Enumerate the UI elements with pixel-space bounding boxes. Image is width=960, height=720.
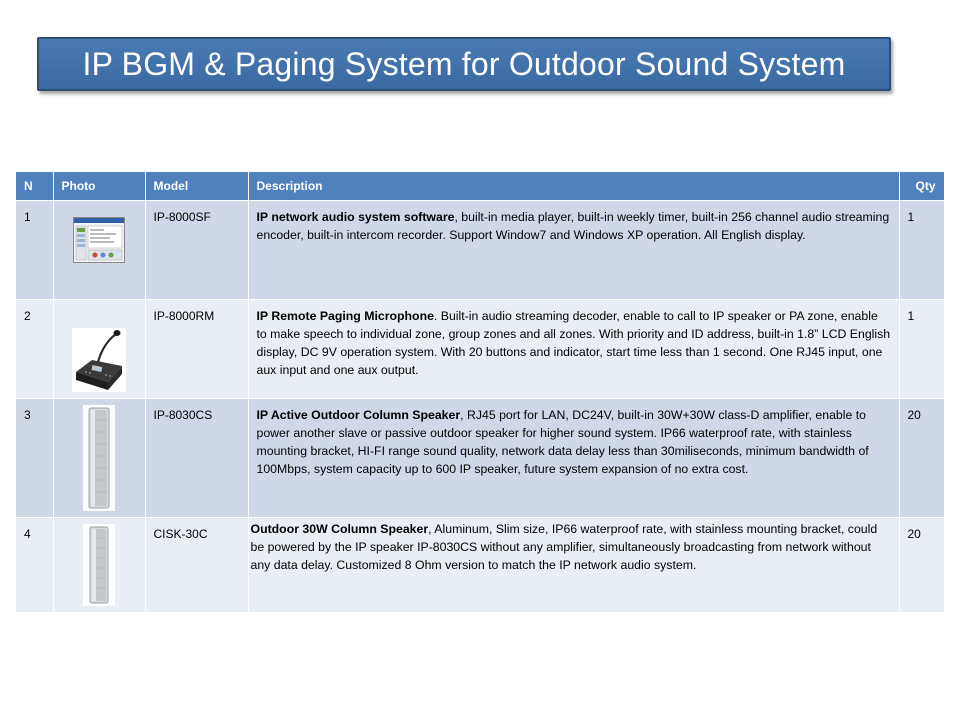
row-number: 2 bbox=[16, 300, 53, 399]
qty-cell: 1 bbox=[899, 300, 944, 399]
description-text: , RJ45 port for LAN, DC24V, built-in 30W+30W class-D amplifier, enable to power another slave or passive outdoor speaker for higher sound system. IP66 waterproof rate, with stainless mounting bracket, HI-FI range sound quality, network data delay less than 30miliseconds, minimum bandwidth of 100Mbps, system capacity up to 600 IP speaker, future system expansion of no extra cost. bbox=[256, 408, 869, 476]
header-model: Model bbox=[145, 172, 248, 201]
description-text: , Aluminum, Slim size, IP66 waterproof rate, with stainless mounting bracket, could be powered by the IP speaker IP-8030CS without any amplifier, simultaneously broadcasting from network without any data delay. Customized 8 Ohm version to match the IP network audio system. bbox=[250, 522, 878, 572]
table-row bbox=[16, 201, 944, 300]
row-number: 4 bbox=[16, 518, 53, 613]
product-table bbox=[16, 172, 945, 613]
description-bold: IP Remote Paging Microphone bbox=[256, 309, 434, 323]
photo-cell bbox=[53, 518, 145, 613]
photo-cell bbox=[53, 399, 145, 518]
header-qty: Qty bbox=[899, 172, 944, 201]
header-description: Description bbox=[248, 172, 899, 201]
description-bold: Outdoor 30W Column Speaker bbox=[250, 522, 429, 536]
photo-cell bbox=[53, 201, 145, 300]
model-cell: IP-8000SF bbox=[145, 201, 248, 300]
model-cell: IP-8000RM bbox=[145, 300, 248, 399]
qty-cell: 20 bbox=[899, 399, 944, 518]
qty-cell: 1 bbox=[899, 201, 944, 300]
row-number: 3 bbox=[16, 399, 53, 518]
column-speaker-icon bbox=[83, 405, 115, 511]
qty-cell: 20 bbox=[899, 518, 944, 613]
title-banner bbox=[37, 37, 891, 91]
table-row bbox=[16, 399, 944, 518]
description-bold: IP Active Outdoor Column Speaker bbox=[256, 408, 461, 422]
header-photo: Photo bbox=[53, 172, 145, 201]
description-text: , built-in media player, built-in weekly timer, built-in 256 channel audio streaming encoder, built-in intercom recorder. Support Window7 and Windows XP operation. All English display. bbox=[256, 210, 890, 242]
page-title: IP BGM & Paging System for Outdoor Sound System bbox=[82, 45, 846, 82]
table-header-row bbox=[16, 172, 944, 201]
photo-cell bbox=[53, 300, 145, 399]
software-screenshot-icon bbox=[73, 217, 125, 263]
column-speaker-icon bbox=[83, 524, 115, 606]
header-n: N bbox=[16, 172, 53, 201]
description-text: . Built-in audio streaming decoder, enable to call to IP speaker or PA zone, enable to make speech to individual zone, group zones and all zones. With priority and ID address, built-in 1.8” LCD English display, DC 9V operation system. With 20 buttons and indicator, start time less than 1 second. One RJ45 input, one aux input and one aux output. bbox=[256, 309, 891, 377]
description-cell bbox=[248, 518, 899, 613]
table-row bbox=[16, 518, 944, 613]
model-cell: CISK-30C bbox=[145, 518, 248, 613]
description-cell bbox=[248, 201, 899, 300]
description-cell bbox=[248, 399, 899, 518]
paging-microphone-icon bbox=[72, 328, 126, 392]
table-row bbox=[16, 300, 944, 399]
row-number: 1 bbox=[16, 201, 53, 300]
description-cell bbox=[248, 300, 899, 399]
model-cell: IP-8030CS bbox=[145, 399, 248, 518]
description-bold: IP network audio system software bbox=[256, 210, 455, 224]
